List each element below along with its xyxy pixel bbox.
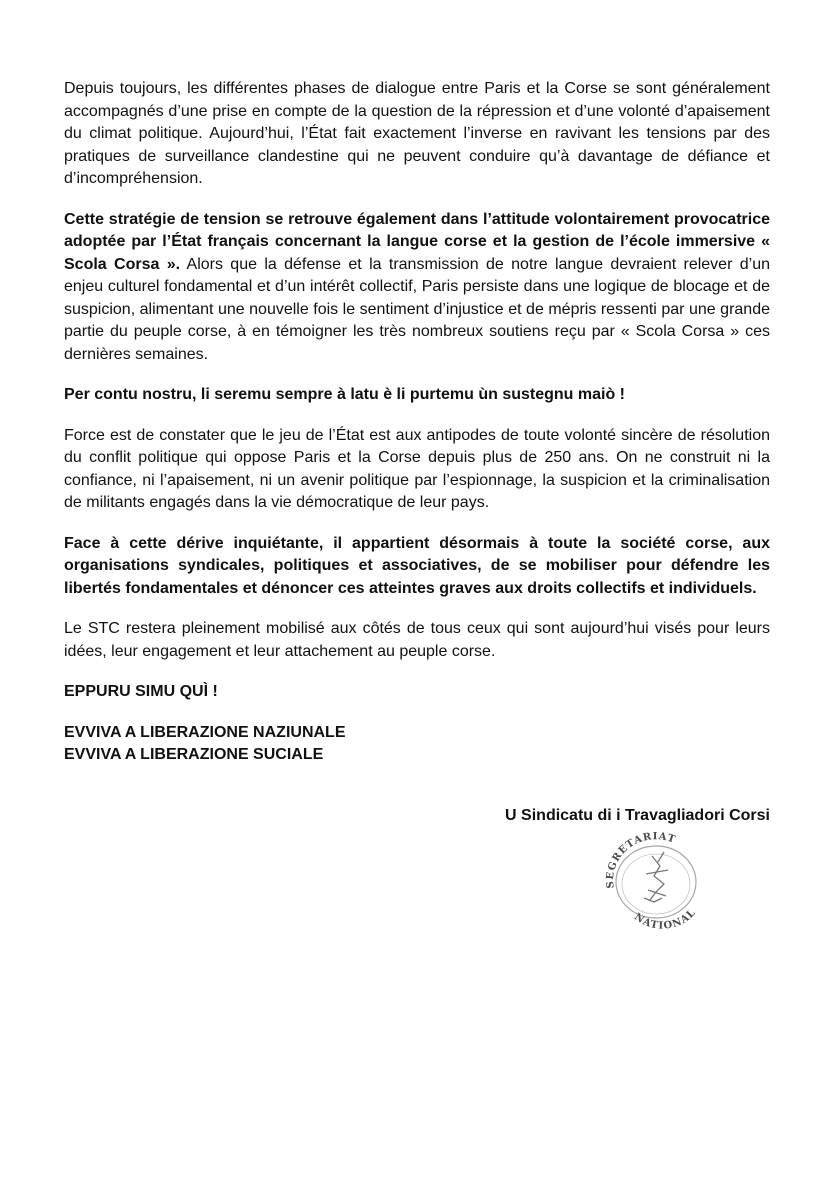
slogan: EPPURU SIMU QUÌ ! <box>64 683 218 700</box>
stamp-text-bottom: NATIONAL <box>632 907 699 932</box>
paragraph-stc-mobilized: Le STC restera pleinement mobilisé aux côtés de tous ceux qui sont aujourd’hui visés pour leurs idées, leur engagement et leur attachement au peuple corse. <box>64 620 770 660</box>
stamp-emblem <box>644 852 668 902</box>
secretariat-stamp <box>594 832 718 932</box>
closing-line-national: EVVIVA A LIBERAZIONE NAZIUNALE <box>64 723 346 741</box>
paragraph-call-to-mobilize: Face à cette dérive inquiétante, il appartient désormais à toute la société corse, aux organisations syndicales, politiques et associatives, de se mobiliser pour défendre les libertés fondamentales et dénoncer ces atteintes graves aux droits collectifs et individuels. <box>64 534 770 597</box>
paragraph-tension-strategy-rest: Alors que la défense et la transmission de notre langue devraient relever d’un enjeu culturel fondamental et d’un intérêt collectif, Paris persiste dans une logique de blocage et de suspicion, alimentant une nouvelle fois le sentiment d’injustice et de mépris ressenti par une grande partie du peuple corse, à en témoigner les très nombreux soutiens reçu par « Scola Corsa » ces dernières semaines. <box>64 255 770 363</box>
closing-lines <box>64 722 770 767</box>
signature: U Sindicatu di i Travagliadori Corsi <box>505 807 770 824</box>
paragraph-tension-strategy-lead: Cette stratégie de tension se retrouve également dans l’attitude volontairement provocatrice adoptée par l’État français concernant la langue corse et la gestion de l’école immersive « Scola Corsa ». <box>64 210 770 273</box>
paragraph-dialogue: Depuis toujours, les différentes phases de dialogue entre Paris et la Corse se sont généralement accompagnés d’une prise en compte de la question de la répression et d’une volonté d’apaisement du climat politique. Aujourd’hui, l’État fait exactement l’inverse en ravivant les tensions par des pratiques de surveillance clandestine qui ne peuvent conduire qu’à davantage de défiance et d’incompréhension. <box>64 80 770 187</box>
paragraph-tension-strategy <box>64 209 770 367</box>
paragraph-state-game: Force est de constater que le jeu de l’État est aux antipodes de toute volonté sincère de résolution du conflit politique qui oppose Paris et la Corse depuis plus de 250 ans. On ne construit ni la confiance, ni l’apaisement, ni un avenir politique par l’espionnage, la suspicion et la criminalisation de militants engagés dans la vie démocratique de leur pays. <box>64 426 770 511</box>
document-body <box>64 78 770 767</box>
stamp-text-top: SEGRETARIAT <box>604 832 678 889</box>
paragraph-support-corsican: Per contu nostru, li seremu sempre à latu è li purtemu ùn sustegnu maiò ! <box>64 386 625 403</box>
closing-line-social: EVVIVA A LIBERAZIONE SUCIALE <box>64 746 324 763</box>
